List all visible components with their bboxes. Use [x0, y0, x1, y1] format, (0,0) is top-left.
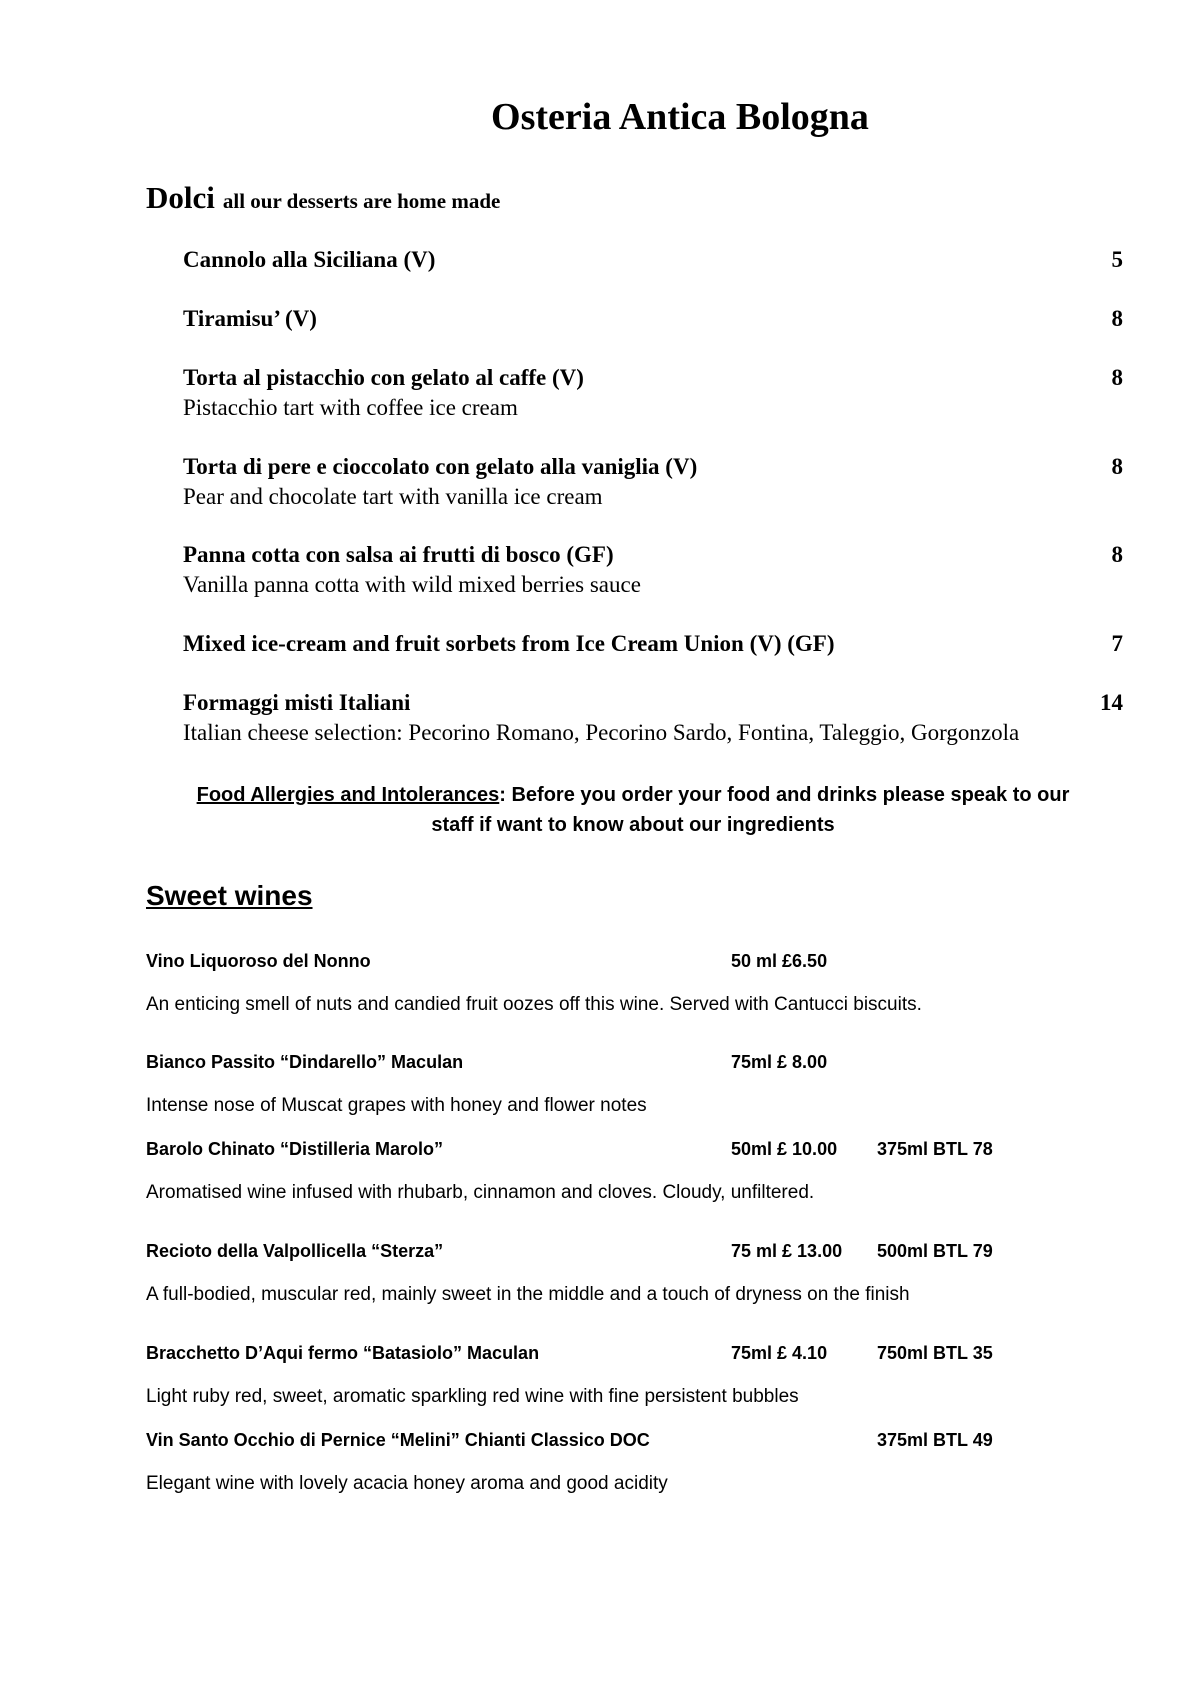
- dessert-description: Italian cheese selection: Pecorino Romano, Pecorino Sardo, Fontina, Taleggio, Gorgonzola: [183, 720, 1020, 745]
- wine-bottle-price: 500ml BTL 79: [877, 1241, 993, 1261]
- wine-name: Bracchetto D’Aqui fermo “Batasiolo” Maculan: [146, 1343, 540, 1363]
- dessert-name: Panna cotta con salsa ai frutti di bosco (GF): [183, 542, 614, 567]
- wine-name: Bianco Passito “Dindarello” Maculan: [146, 1052, 464, 1072]
- dessert-name: Tiramisu’ (V): [183, 306, 317, 331]
- wine-glass-price: 75 ml £ 13.00: [731, 1241, 843, 1261]
- wine-name: Vin Santo Occhio di Pernice “Melini” Chianti Classico DOC: [146, 1430, 650, 1450]
- wine-description: Light ruby red, sweet, aromatic sparkling red wine with fine persistent bubbles: [146, 1386, 799, 1407]
- wine-description: Aromatised wine infused with rhubarb, cinnamon and cloves. Cloudy, unfiltered.: [146, 1182, 815, 1203]
- sweet-wines-heading: Sweet wines: [146, 880, 313, 911]
- dolci-heading: [146, 180, 500, 216]
- wine-glass-price: 50 ml £6.50: [731, 951, 828, 971]
- dessert-item: [183, 688, 1123, 748]
- dessert-item: [183, 363, 1123, 423]
- wine-glass-price: 75ml £ 4.10: [731, 1343, 828, 1363]
- allergy-notice: [183, 780, 1083, 840]
- wine-description: Elegant wine with lovely acacia honey aroma and good acidity: [146, 1473, 668, 1494]
- wine-description: Intense nose of Muscat grapes with honey and flower notes: [146, 1095, 647, 1116]
- dessert-name: Torta al pistacchio con gelato al caffe (V): [183, 365, 584, 390]
- dessert-name: Mixed ice-cream and fruit sorbets from Ice Cream Union (V) (GF): [183, 631, 835, 656]
- wine-bottle-price: 750ml BTL 35: [877, 1343, 993, 1363]
- wine-name: Recioto della Valpollicella “Sterza”: [146, 1241, 444, 1261]
- wine-bottle-price: 375ml BTL 49: [877, 1430, 993, 1450]
- wine-description: A full-bodied, muscular red, mainly sweet in the middle and a touch of dryness on the finish: [146, 1284, 910, 1305]
- dessert-name: Formaggi misti Italiani: [183, 690, 411, 715]
- dessert-item: [183, 452, 1123, 512]
- dessert-item: [183, 540, 1123, 600]
- dessert-price: 5: [1111, 247, 1123, 272]
- dessert-name: Cannolo alla Siciliana (V): [183, 247, 436, 272]
- wine-bottle-price: 375ml BTL 78: [877, 1139, 993, 1159]
- dessert-price: 7: [1111, 631, 1123, 656]
- dessert-item: [183, 629, 1123, 659]
- dessert-price: 8: [1111, 454, 1123, 479]
- dessert-price: 14: [1100, 690, 1123, 715]
- wine-name: Vino Liquoroso del Nonno: [146, 951, 371, 971]
- dessert-price: 8: [1111, 306, 1123, 331]
- dolci-subtitle: all our desserts are home made: [222, 189, 501, 213]
- dessert-description: Pistacchio tart with coffee ice cream: [183, 395, 518, 420]
- restaurant-title: Osteria Antica Bologna: [491, 96, 869, 138]
- dessert-description: Pear and chocolate tart with vanilla ice cream: [183, 484, 603, 509]
- dessert-item: [183, 304, 1123, 334]
- dessert-description: Vanilla panna cotta with wild mixed berries sauce: [183, 572, 641, 597]
- allergy-text: : Before you order your food and drinks please speak to our staff if want to know about our ingredients: [431, 784, 1070, 836]
- dessert-item: [183, 245, 1123, 275]
- wine-description: An enticing smell of nuts and candied fruit oozes off this wine. Served with Cantucci biscuits.: [146, 994, 922, 1015]
- dessert-price: 8: [1111, 365, 1123, 390]
- dolci-title: Dolci: [146, 180, 215, 215]
- wine-glass-price: 75ml £ 8.00: [731, 1052, 828, 1072]
- dessert-price: 8: [1111, 542, 1123, 567]
- allergy-label: Food Allergies and Intolerances: [196, 784, 500, 806]
- wine-name: Barolo Chinato “Distilleria Marolo”: [146, 1139, 444, 1159]
- wine-glass-price: 50ml £ 10.00: [731, 1139, 838, 1159]
- dessert-name: Torta di pere e cioccolato con gelato alla vaniglia (V): [183, 454, 698, 479]
